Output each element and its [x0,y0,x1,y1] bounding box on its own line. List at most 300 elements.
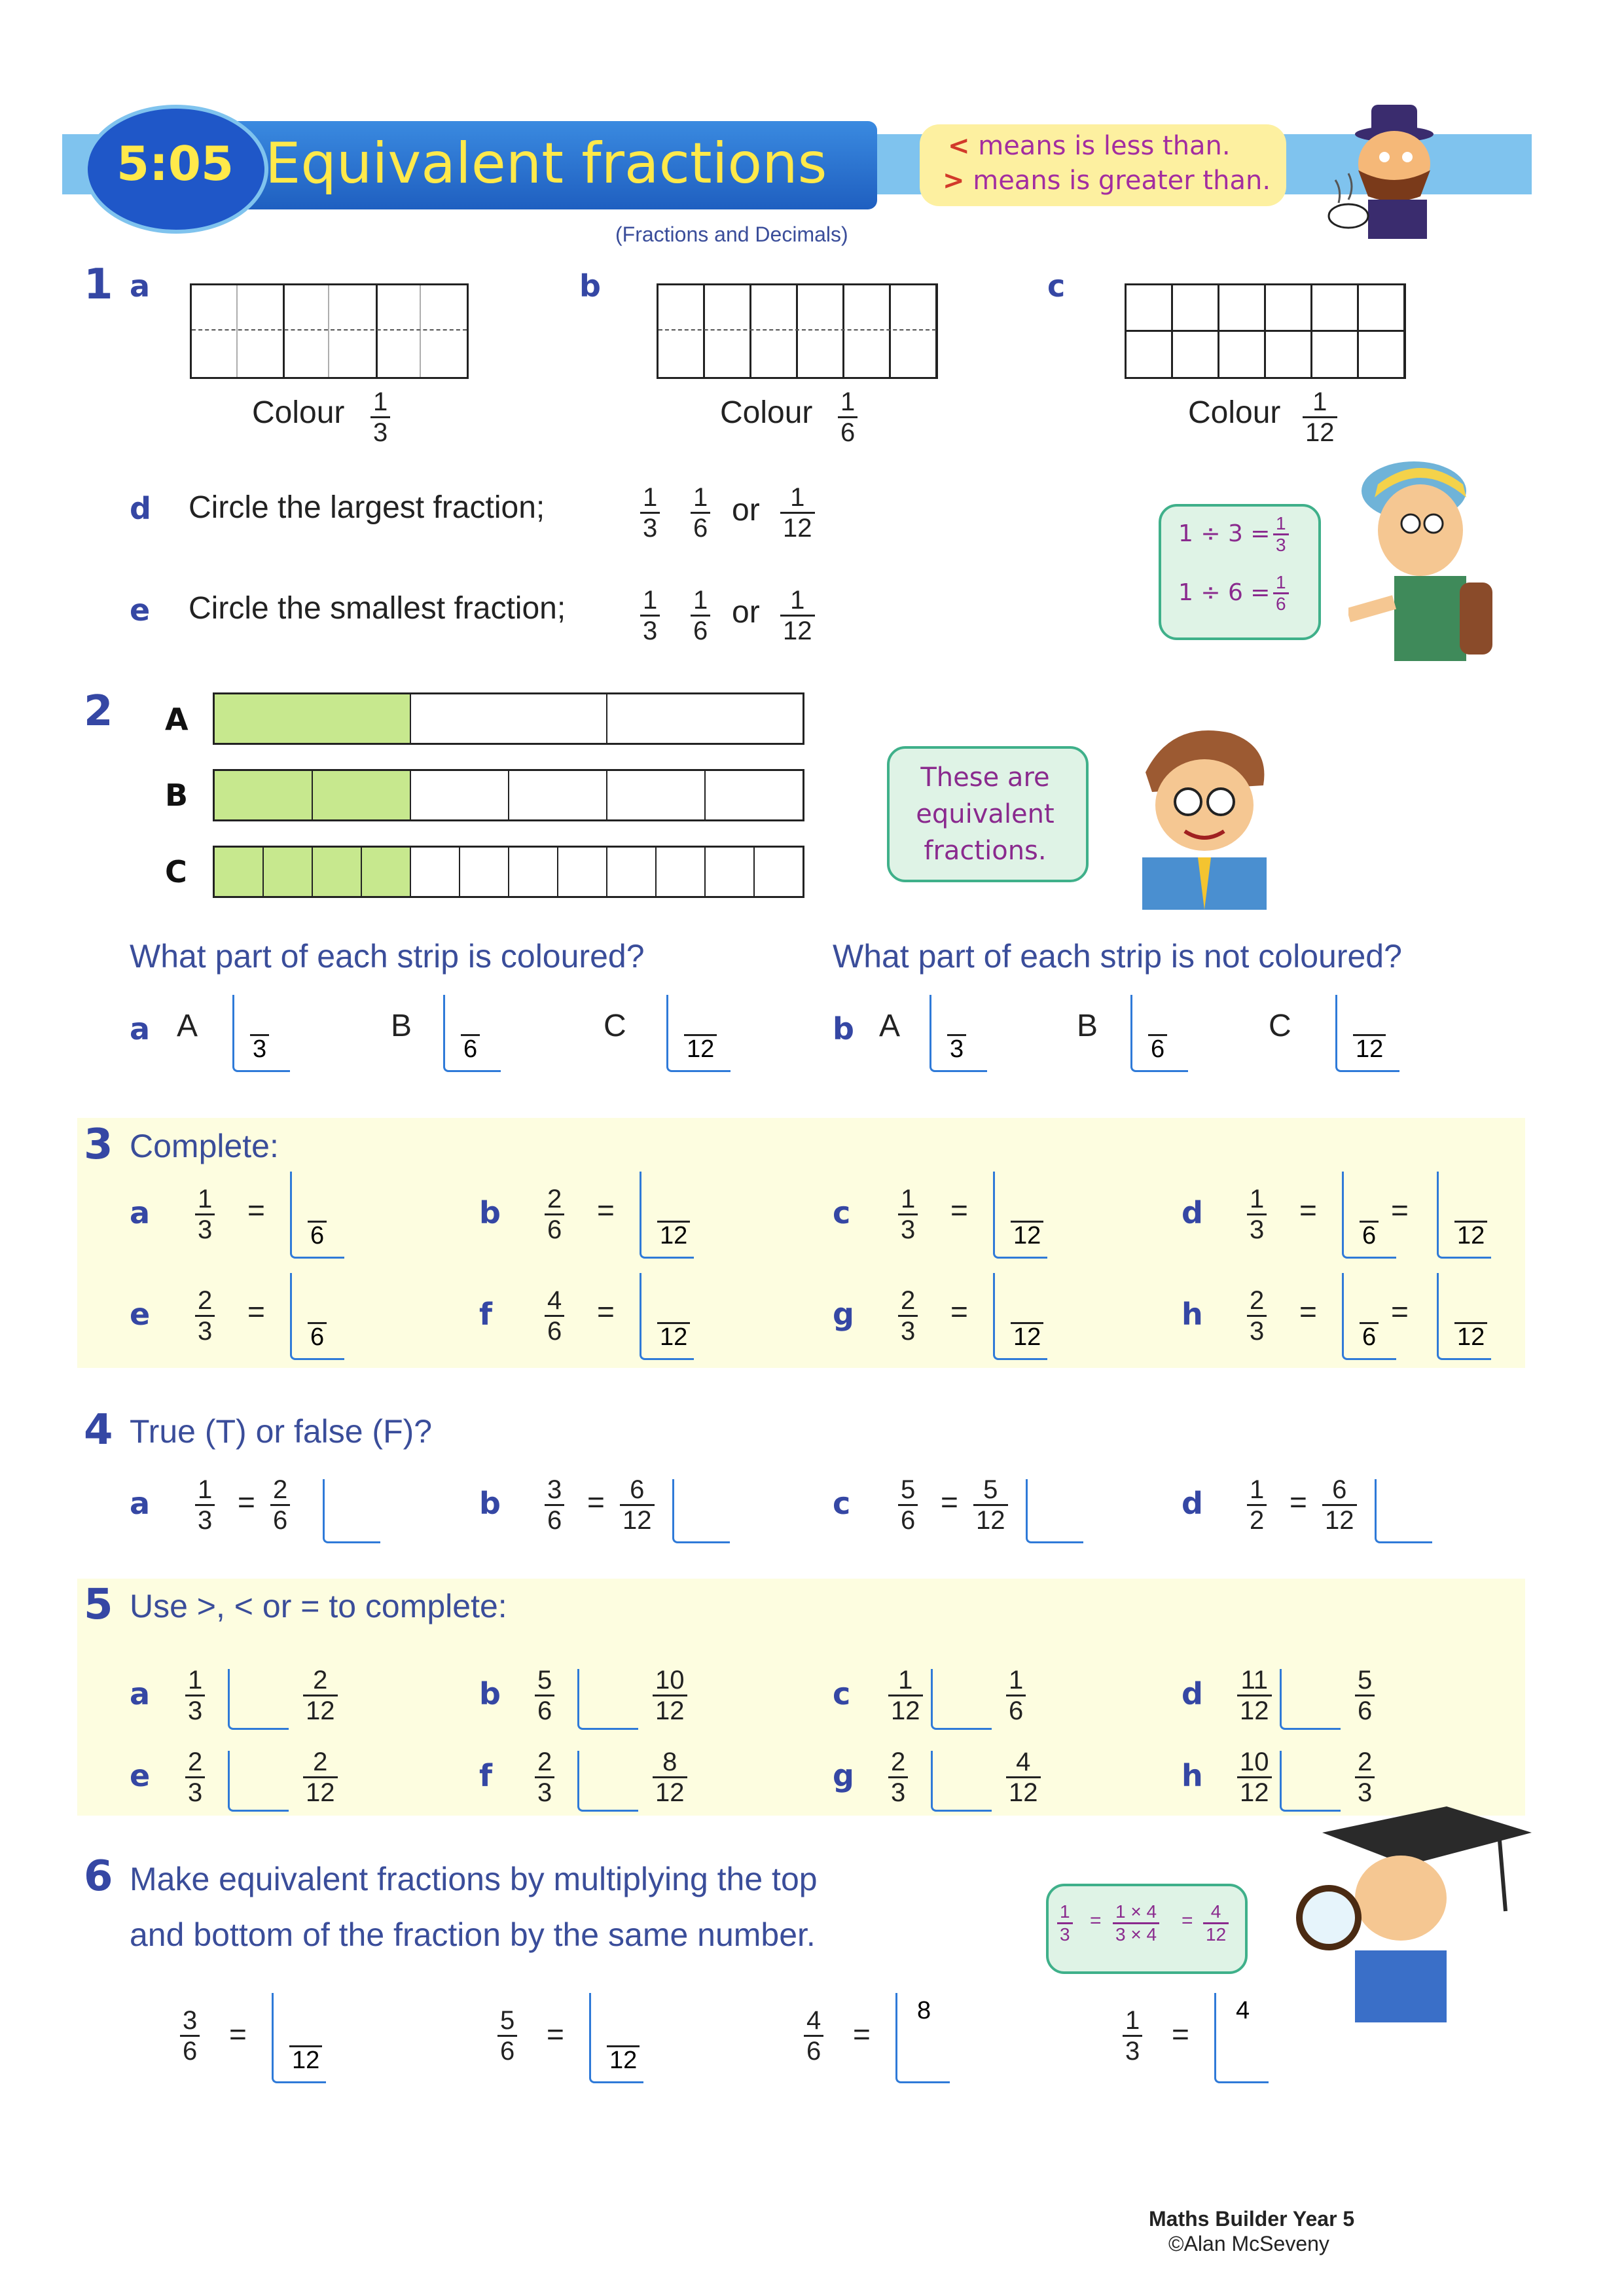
numerator: 2 [313,1666,328,1695]
equals-sign: = [587,1485,605,1519]
q5-right-fraction [303,1748,338,1807]
denominator: 12 [1303,416,1337,447]
numerator: 8 [662,1748,677,1776]
numerator: 1 [901,1185,916,1213]
q6-answer-box[interactable] [1214,1993,1269,2083]
equals-sign: = [247,1295,265,1329]
denominator: 3 [1247,1213,1267,1244]
denominator: 3 [640,512,660,543]
numerator: 1 [790,483,805,512]
q5-item-label: c [833,1676,851,1712]
numerator: 2 [188,1748,203,1776]
equals-sign: = [238,1485,255,1519]
q1d-label: d [130,491,151,526]
footer-title: Maths Builder Year 5 [1149,2207,1355,2231]
numerator: 1 [840,387,856,416]
q4-item-label: d [1182,1486,1203,1521]
q3-item-label: d [1182,1195,1203,1230]
q3-lhs-fraction [545,1185,564,1244]
denominator: 3 [1057,1922,1073,1945]
numerator: 2 [891,1748,906,1776]
q3-answer-box-2[interactable] [1437,1172,1491,1259]
q2a-A-answer[interactable] [232,995,290,1072]
denominator: 3 [185,1695,205,1725]
numerator: 1 [693,483,708,512]
footer-copyright: ©Alan McSeveny [1168,2232,1329,2255]
q5-item-label: a [130,1676,151,1712]
colour-b-label: Colour [720,395,813,430]
q3-title: Complete: [130,1128,279,1164]
q1e-text: Circle the smallest fraction; [189,591,566,626]
colour-b-fraction [838,387,857,447]
q2-left-question: What part of each strip is coloured? [130,938,645,975]
q6-tip-frac-c [1203,1901,1229,1945]
cartoon-man-with-teacup-icon [1309,92,1466,242]
q1c-label: c [1047,268,1066,304]
q6-lhs-fraction [180,2006,200,2066]
q3-lhs-fraction [195,1185,215,1244]
equals-sign: = [941,1485,958,1519]
numerator: 2 [313,1748,328,1776]
denominator: 12 [888,1695,923,1725]
denominator: 6 [838,416,857,447]
q4-title: True (T) or false (F)? [130,1413,433,1450]
denominator: 12 [620,1504,655,1535]
q3-item-label: a [130,1195,151,1230]
denominator: 12 [780,615,815,645]
q4-left-fraction [898,1475,918,1535]
q5-right-fraction [1355,1666,1375,1725]
numerator: 1 [1250,1185,1265,1213]
numerator: 2 [198,1286,213,1315]
denominator: 6 [691,615,710,645]
q3-answer-box[interactable] [640,1273,694,1360]
numerator: 1 [1276,513,1286,533]
denominator: 6 [1360,1322,1379,1350]
q5-right-fraction [1006,1748,1041,1807]
equals-sign: = [597,1193,615,1227]
q1-number: 1 [84,260,113,309]
numerator: 1 [1060,1901,1070,1922]
lt-text: means is less than. [978,131,1231,161]
q5-answer-box[interactable] [1280,1751,1341,1812]
numerator: 2 [273,1475,288,1504]
bubble-line: These are [920,762,1050,793]
q2b-C: C [1269,1009,1291,1043]
q2-number: 2 [84,687,113,736]
numerator: 1 [1009,1666,1024,1695]
q2b-A: A [879,1009,901,1043]
q4-answer-box[interactable] [1375,1479,1432,1543]
numerator: 1 [643,586,658,615]
denominator: 12 [1011,1322,1043,1350]
q2-right-question: What part of each strip is not coloured? [833,938,1402,975]
numerator: 4 [806,2006,821,2035]
q5-item-label: b [479,1676,501,1712]
denominator: 6 [1360,1221,1379,1249]
denominator: 3 [947,1034,966,1062]
denominator: 12 [780,512,815,543]
strip-b-label: B [165,778,189,813]
numerator: 1 [373,387,388,416]
denominator: 3 [1355,1776,1375,1807]
q3-answer-box[interactable] [290,1172,344,1259]
q5-item-label: f [479,1758,493,1793]
denominator: 6 [180,2035,200,2066]
q5-number: 5 [84,1581,113,1629]
strip-c-label: C [165,854,187,889]
equals-sign: = [1172,2017,1189,2051]
denominator: 2 [1247,1504,1267,1535]
q6-lhs-fraction [497,2006,517,2066]
numerator: 1 [790,586,805,615]
numerator: 1 [1312,387,1327,416]
denominator: 12 [303,1776,338,1807]
numerator: 1 [693,586,708,615]
q2b-B-answer[interactable] [1130,995,1188,1072]
q2a-A: A [177,1009,198,1043]
q5-left-fraction [185,1748,205,1807]
denominator: 6 [1355,1695,1375,1725]
q4-answer-box[interactable] [1026,1479,1083,1543]
strip-c [213,846,804,898]
q2b-A-answer[interactable] [929,995,987,1072]
q6-tip-frac-b [1113,1901,1159,1945]
strip-a [213,692,804,745]
bubble-line: fractions. [924,836,1047,866]
numerator: 1 [1276,572,1286,592]
q5-left-fraction [1237,1666,1272,1725]
strip-a-label: A [165,702,189,737]
denominator: 6 [804,2035,823,2066]
denominator: 12 [1203,1922,1229,1945]
q5-left-fraction [888,1666,923,1725]
numerator: 5 [901,1475,916,1504]
colour-a-label: Colour [252,395,345,430]
q3-answer-box-2[interactable] [1437,1273,1491,1360]
q1a-label: a [130,268,151,304]
q3-item-label: g [833,1297,854,1332]
q5-answer-box[interactable] [577,1751,638,1812]
denominator: 12 [653,1776,687,1807]
q3-answer-box[interactable] [993,1172,1047,1259]
numerator: 5 [537,1666,552,1695]
equals-sign: = [1290,1485,1307,1519]
q3-lhs-fraction [195,1286,215,1346]
denominator: 3 [195,1315,215,1346]
equals-sign: = [547,2017,564,2051]
q4-left-fraction [545,1475,564,1535]
equals-sign: = [950,1193,968,1227]
numerator: 5 [1358,1666,1373,1695]
q2b-C-answer[interactable] [1335,995,1399,1072]
q5-right-fraction [1355,1748,1375,1807]
denominator: 12 [1237,1776,1272,1807]
q5-right-fraction [653,1748,687,1807]
q4-item-label: b [479,1486,501,1521]
q6-tip-eq-2: = [1182,1910,1193,1931]
denominator: 3 [1273,533,1289,555]
denominator: 6 [270,1504,290,1535]
q4-right-fraction [1322,1475,1357,1535]
denominator: 6 [497,2035,517,2066]
denominator: 12 [289,2045,322,2073]
grid-sixths-dash [659,329,936,331]
numerator: 1 [1125,2006,1140,2035]
q4-item-label: c [833,1486,851,1521]
denominator: 12 [1454,1221,1487,1249]
denominator: 6 [1148,1034,1167,1062]
q2a-B: B [391,1009,412,1043]
numerator: 4 [1016,1748,1031,1776]
numerator: 6 [630,1475,645,1504]
numerator: 5 [500,2006,515,2035]
q3-item-label: f [479,1297,493,1332]
q5-answer-box[interactable] [228,1669,289,1730]
equals-sign: = [247,1193,265,1227]
q6-tip-eq-1: = [1090,1910,1102,1931]
colour-c-fraction [1303,387,1337,447]
denominator: 6 [1006,1695,1026,1725]
numerator: 10 [655,1666,685,1695]
q6-answer-box[interactable] [895,1993,950,2083]
q5-item-label: d [1182,1676,1203,1712]
denominator: 3 [185,1776,205,1807]
q2a-label: a [130,1011,151,1047]
q6-number: 6 [84,1852,113,1901]
numerator: 2 [537,1748,552,1776]
q3-lhs-fraction [545,1286,564,1346]
q6-line-1: Make equivalent fractions by multiplying the top [130,1861,818,1897]
lesson-number: 5:05 [117,136,234,191]
q4-right-fraction [973,1475,1008,1535]
denominator: 6 [691,512,710,543]
grid-sixths[interactable] [657,283,938,379]
q3-lhs-fraction [1247,1286,1267,1346]
equals-sign: = [1391,1193,1409,1227]
grid-thirds-dashes-v [192,285,467,377]
tip-fraction-2 [1273,573,1289,614]
denominator: 12 [607,2045,640,2073]
q2a-B-answer[interactable] [443,995,501,1072]
numerator: 8 [917,1997,931,2024]
denominator: 6 [545,1315,564,1346]
denominator: 3 [1247,1315,1267,1346]
denominator: 12 [973,1504,1008,1535]
numerator: 1 [643,483,658,512]
numerator: 1 × 4 [1115,1901,1157,1922]
denominator: 6 [308,1322,327,1350]
q5-item-label: h [1182,1758,1203,1793]
denominator: 3 [250,1034,269,1062]
q6-lhs-fraction [804,2006,823,2066]
q5-answer-box[interactable] [931,1751,992,1812]
numerator: 11 [1240,1666,1269,1695]
denominator: 3 [195,1504,215,1535]
q5-left-fraction [535,1748,554,1807]
q1e-frac-3[interactable] [780,586,815,645]
q1d-frac-1[interactable] [640,483,660,543]
equivalent-bubble-text [903,759,1067,869]
q6-tip-frac-a [1057,1901,1073,1945]
q5-left-fraction [1237,1748,1272,1807]
q4-right-fraction [270,1475,290,1535]
q3-lhs-fraction [898,1286,918,1346]
numerator: 4 [1210,1901,1221,1922]
numerator: 2 [901,1286,916,1315]
q1e-label: e [130,592,151,628]
colour-c-label: Colour [1188,395,1281,430]
denominator: 12 [1353,1034,1386,1062]
tip-fraction-1 [1273,514,1289,555]
q6-answer-box[interactable] [589,1993,643,2083]
tip-line-1 [1178,520,1270,547]
tip-line-2 [1178,579,1270,606]
q5-right-fraction [303,1666,338,1725]
q2a-C: C [604,1009,626,1043]
q3-lhs-fraction [1247,1185,1267,1244]
numerator: 4 [547,1286,562,1315]
q5-answer-box[interactable] [577,1669,638,1730]
equals-sign: = [950,1295,968,1329]
denominator: 12 [1006,1776,1041,1807]
denominator: 3 [898,1213,918,1244]
denominator: 12 [1237,1695,1272,1725]
q5-left-fraction [888,1748,908,1807]
q2a-C-answer[interactable] [666,995,731,1072]
numerator: 2 [1250,1286,1265,1315]
tip-text: 1 ÷ 3 = [1178,520,1271,547]
q3-item-label: h [1182,1297,1203,1332]
q4-answer-box[interactable] [323,1479,380,1543]
q5-left-fraction [185,1666,205,1725]
q5-item-label: e [130,1758,151,1793]
denominator: 3 [640,615,660,645]
denominator: 3 [370,416,390,447]
numerator: 1 [198,1185,213,1213]
q6-lhs-fraction [1123,2006,1142,2066]
denominator: 12 [653,1695,687,1725]
denominator: 12 [657,1221,690,1249]
numerator: 2 [1358,1748,1373,1776]
denominator: 3 [898,1315,918,1346]
equals-sign: = [597,1295,615,1329]
q3-item-label: e [130,1297,151,1332]
denominator: 3 [888,1776,908,1807]
q3-item-label: b [479,1195,501,1230]
q3-answer-box[interactable] [640,1172,694,1259]
denominator: 12 [303,1695,338,1725]
q1e-frac-1[interactable] [640,586,660,645]
q1b-label: b [579,268,601,304]
q6-line-2: and bottom of the fraction by the same number. [130,1916,816,1953]
gt-symbol: > [943,166,965,196]
denominator: 6 [535,1695,554,1725]
denominator: 3 [1123,2035,1142,2066]
denominator: 12 [1322,1504,1357,1535]
q5-title: Use >, < or = to complete: [130,1588,507,1624]
q3-answer-box[interactable] [1342,1172,1396,1259]
q3-lhs-fraction [898,1185,918,1244]
denominator: 6 [461,1034,480,1062]
numerator: 5 [983,1475,998,1504]
equals-sign: = [1299,1295,1317,1329]
strip-b [213,769,804,821]
numerator: 3 [547,1475,562,1504]
q5-answer-box[interactable] [228,1751,289,1812]
denominator: 3 × 4 [1113,1922,1159,1945]
denominator: 12 [1454,1322,1487,1350]
q3-answer-box[interactable] [993,1273,1047,1360]
denominator: 12 [684,1034,717,1062]
q4-number: 4 [84,1406,113,1454]
numerator: 1 [188,1666,203,1695]
numerator: 3 [183,2006,198,2035]
q4-left-fraction [1247,1475,1267,1535]
colour-a-fraction [370,387,390,447]
denominator: 3 [195,1213,215,1244]
cartoon-boy-glasses-icon [1113,713,1283,910]
denominator: 12 [1011,1221,1043,1249]
q3-answer-box[interactable] [290,1273,344,1360]
q3-answer-box[interactable] [1342,1273,1396,1360]
tip-text: 1 ÷ 6 = [1178,579,1271,606]
q3-item-label: c [833,1195,851,1230]
bubble-line: equivalent [916,799,1055,829]
q6-answer-box[interactable] [272,1993,326,2083]
cartoon-graduate-magnifier-icon [1283,1806,1532,2022]
q5-right-fraction [653,1666,687,1725]
q4-item-label: a [130,1486,151,1521]
equals-sign: = [1391,1295,1409,1329]
denominator: 3 [535,1776,554,1807]
equals-sign: = [1299,1193,1317,1227]
numerator: 1 [1250,1475,1265,1504]
q5-right-fraction [1006,1666,1026,1725]
grid-twelfths[interactable] [1125,283,1406,379]
q1d-frac-2[interactable] [691,483,710,543]
q2b-label: b [833,1011,854,1047]
q3-number: 3 [84,1121,113,1169]
cartoon-boy-backpack-icon [1348,452,1499,674]
q1e-or: or [732,595,760,630]
equals-sign: = [229,2017,247,2051]
q1d-or: or [732,493,760,528]
numerator: 1 [898,1666,913,1695]
q4-answer-box[interactable] [672,1479,730,1543]
q5-answer-box[interactable] [1280,1669,1341,1730]
q1d-frac-3[interactable] [780,483,815,543]
q2b-B: B [1077,1009,1098,1043]
q5-left-fraction [535,1666,554,1725]
q1e-frac-2[interactable] [691,586,710,645]
numerator: 4 [1236,1997,1250,2024]
q5-answer-box[interactable] [931,1669,992,1730]
equals-sign: = [853,2017,871,2051]
lt-note [948,131,1231,161]
page-title: Equivalent fractions [265,131,827,196]
numerator: 6 [1332,1475,1347,1504]
gt-text: means is greater than. [973,166,1271,196]
denominator: 12 [657,1322,690,1350]
lt-symbol: < [948,131,970,161]
denominator: 6 [545,1213,564,1244]
numerator: 10 [1240,1748,1269,1776]
q4-left-fraction [195,1475,215,1535]
q5-item-label: g [833,1758,854,1793]
numerator: 2 [547,1185,562,1213]
denominator: 6 [545,1504,564,1535]
